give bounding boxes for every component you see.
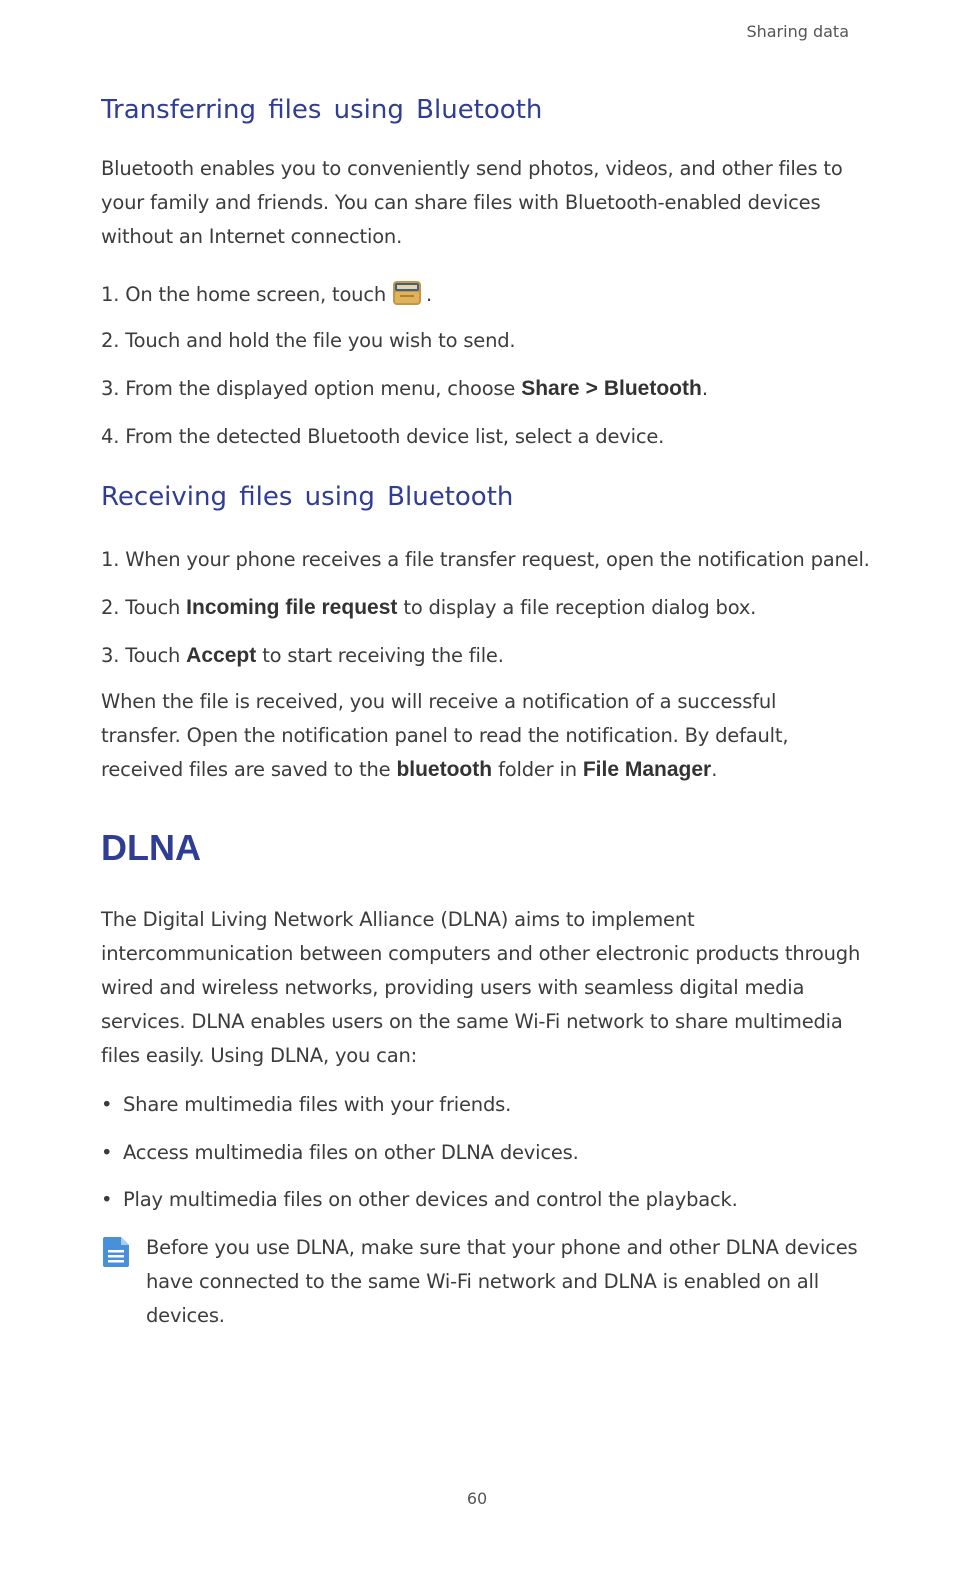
bullet-marker: • [101, 1141, 113, 1164]
receive-step-2-post: to display a file reception dialog box. [403, 596, 757, 619]
transfer-step-3 [101, 374, 881, 404]
file-manager-label: File Manager [582, 758, 712, 781]
accept-label: Accept [186, 644, 257, 667]
note-icon [101, 1236, 131, 1268]
transfer-heading: Transferring files using Bluetooth [101, 95, 543, 125]
transfer-step-1-text: 1. On the home screen, touch [101, 283, 387, 306]
receive-para-end: . [711, 758, 718, 781]
bullet-marker: • [101, 1093, 113, 1116]
receive-step-3-post: to start receiving the file. [262, 644, 504, 667]
bullet-marker: • [101, 1188, 113, 1211]
transfer-step-3-pre: 3. From the displayed option menu, choose [101, 377, 516, 400]
menu-separator: > [585, 377, 598, 400]
receive-step-1: 1. When your phone receives a file transfer request, open the notification panel. [101, 548, 870, 571]
receive-para-mid: folder in [498, 758, 577, 781]
receive-para-pre: When the file is received, you will receive a notification of a successful transfer. Open the notification panel to read the notification. By default, received files are saved to the [101, 690, 789, 781]
dlna-intro: The Digital Living Network Alliance (DLNA) aims to implement intercommunication between computers and other electronic products through wired and wireless networks, providing users with seamless digital media services. DLNA enables users on the same Wi-Fi network to share multimedia files easily. Using DLNA, you can: [101, 908, 861, 1067]
dlna-bullet-3-text: Play multimedia files on other devices and control the playback. [123, 1188, 738, 1211]
bluetooth-option: Bluetooth [603, 377, 702, 400]
transfer-step-1-end: . [426, 283, 433, 306]
dlna-note: Before you use DLNA, make sure that your phone and other DLNA devices have connected to the same Wi-Fi network and DLNA is enabled on all devices. [146, 1236, 858, 1327]
transfer-step-1 [101, 279, 881, 310]
gallery-icon [392, 279, 422, 307]
dlna-bullet-2-text: Access multimedia files on other DLNA devices. [123, 1141, 579, 1164]
incoming-file-request-label: Incoming file request [186, 596, 398, 619]
receive-step-2 [101, 593, 881, 623]
transfer-intro: Bluetooth enables you to conveniently send photos, videos, and other files to your family and friends. You can share files with Bluetooth-enabled devices without an Internet connection. [101, 157, 843, 248]
transfer-step-2: 2. Touch and hold the file you wish to send. [101, 329, 516, 352]
receive-step-2-pre: 2. Touch [101, 596, 181, 619]
share-option: Share [521, 377, 580, 400]
bluetooth-folder-label: bluetooth [396, 758, 493, 781]
dlna-bullet-3 [101, 1185, 738, 1215]
section-header: Sharing data [746, 22, 849, 41]
receive-paragraph [101, 685, 861, 787]
transfer-step-3-end: . [701, 377, 708, 400]
dlna-bullet-2 [101, 1138, 579, 1168]
receive-heading: Receiving files using Bluetooth [101, 482, 514, 512]
receive-step-3 [101, 641, 881, 671]
dlna-heading: DLNA [101, 827, 201, 868]
page-number: 60 [466, 1489, 488, 1508]
transfer-step-4: 4. From the detected Bluetooth device list, select a device. [101, 425, 665, 448]
dlna-bullet-1-text: Share multimedia files with your friends. [123, 1093, 512, 1116]
dlna-bullet-1 [101, 1090, 511, 1120]
receive-step-3-pre: 3. Touch [101, 644, 181, 667]
